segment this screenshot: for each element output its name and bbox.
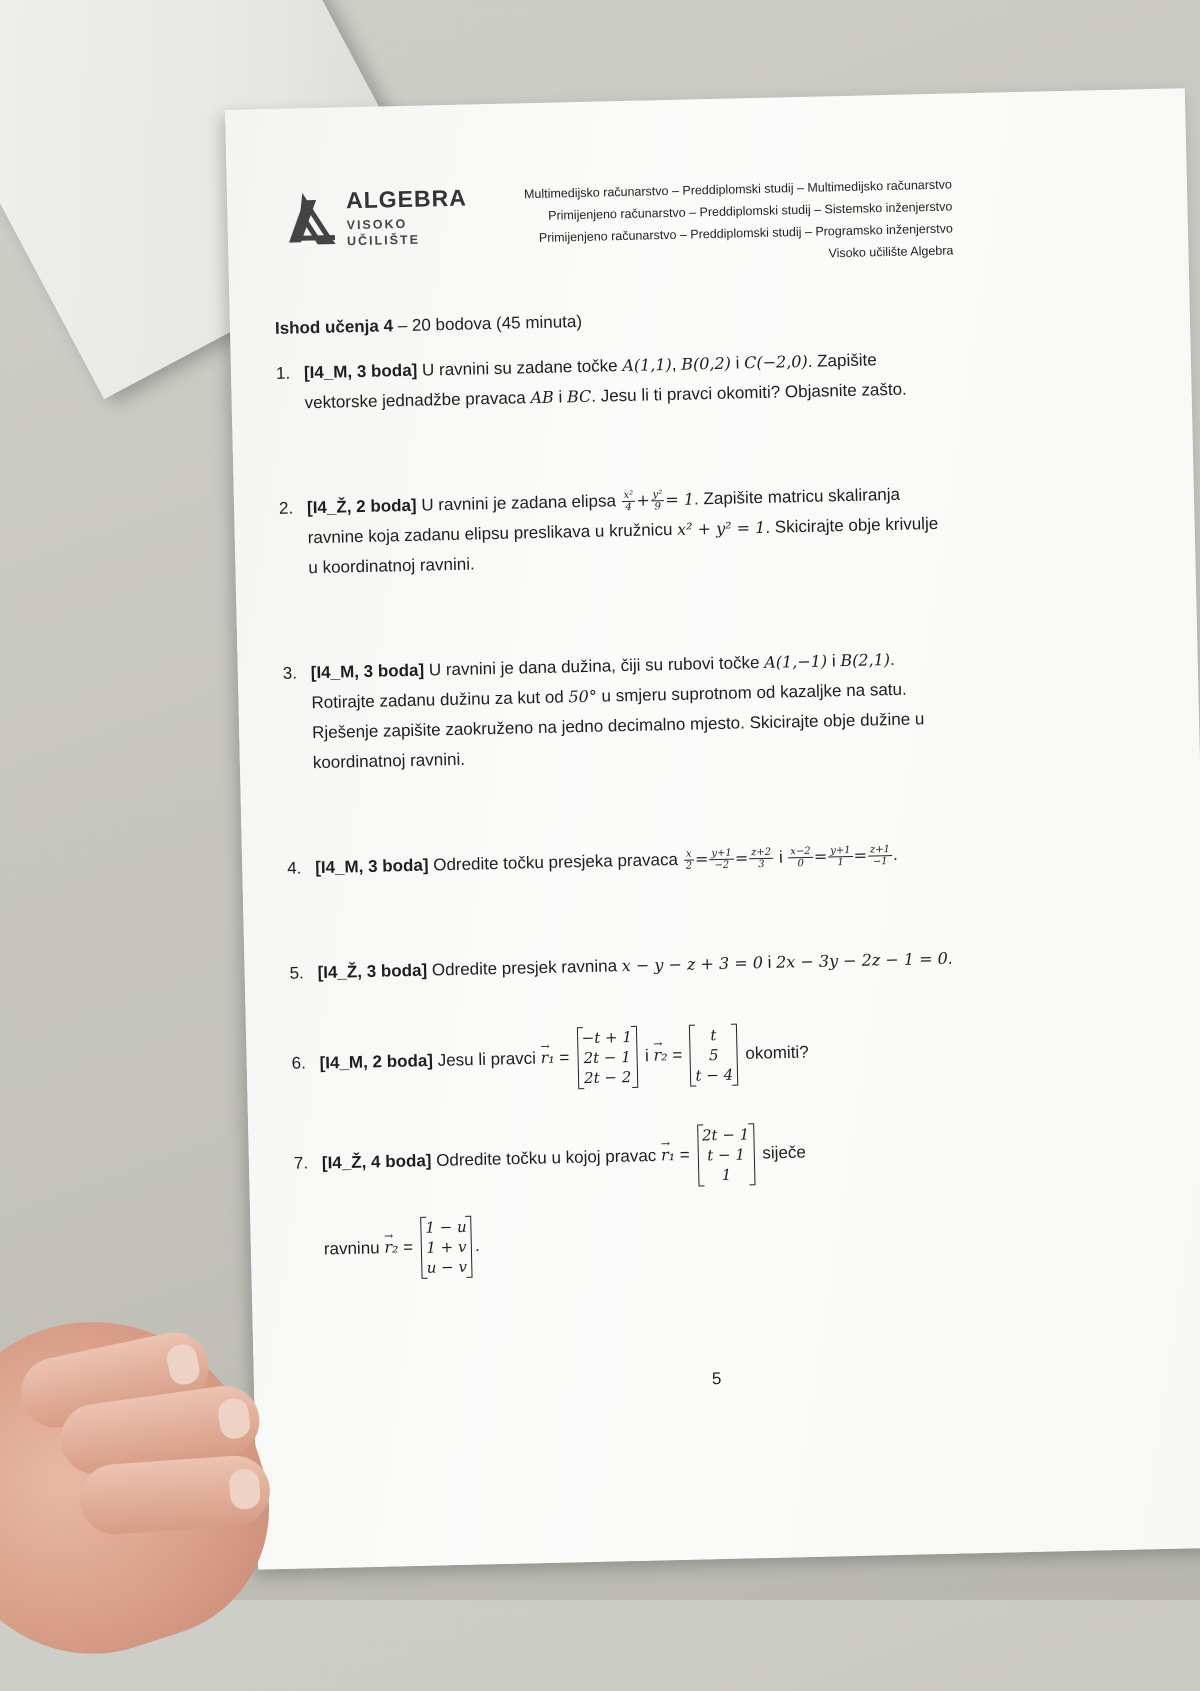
fraction: $\frac{\text{x²}}{4}$ xyxy=(621,490,635,513)
question-3: 3. [I4_M, 3 boda] U ravnini je dana dužina, čiji su rubovi točke A(1,−1) i B(2,1). Rotirajte zadanu dužinu za kut od 50° u smjeru suprotnom od kazaljke na satu. Rješenje zapišite zaokruženo na jedno decimalno mjesto. Skicirajte obje dužine u koordinatnoj ravnini. xyxy=(282,649,925,773)
algebra-logo-icon xyxy=(282,192,337,247)
matrix: 1 − u 1 + v u − v xyxy=(420,1216,473,1279)
fingernail xyxy=(228,1468,261,1510)
question-2: 2. [I4_Ž, 2 boda] U ravnini je zadana elipsa $\frac{\text{x²}}{4}$ + $\frac{\text{y²}}{9}$ = 1. Zapišite matricu skaliranja ravnine koja zadanu elipsu preslikava u kružnicu x² + y² = 1. Skicirajte obje krivulje u koordinatnoj ravnini. xyxy=(278,484,939,578)
matrix: 2t − 1 t − 1 1 xyxy=(697,1123,756,1186)
fraction: $\frac{\text{y²}}{9}$ xyxy=(650,489,664,512)
header-line: Primijenjeno računarstvo – Preddiplomski studij – Sistemsko inženjerstvo xyxy=(547,199,953,223)
fraction: $\frac{z+1}{-1}$ xyxy=(868,844,893,868)
page-number: 5 xyxy=(711,1369,722,1389)
fraction: $\frac{x-2}{0}$ xyxy=(788,846,813,870)
question-4: 4. [I4_M, 3 boda] Odredite točku presjeka pravaca $\frac{x}{2}$ = $\frac{y+1}{-2}$ = $\frac{z+2}{3}$ i $\frac{x-2}{0}$ = $\frac{y+1}{1}$ = $\frac{z+1}{-1}$ . xyxy=(287,844,898,878)
fingernail xyxy=(216,1397,251,1441)
header-line: Visoko učilište Algebra xyxy=(828,243,954,261)
question-1: 1. [I4_M, 3 boda] U ravnini su zadane točke A(1,1), B(0,2) i C(−2,0). Zapišite vektorske jednadžbe pravaca AB i BC. Jesu li ti pravci okomiti? Objasnite zašto. xyxy=(275,350,908,413)
finger xyxy=(78,1453,272,1536)
question-5: 5. [I4_Ž, 3 boda] Odredite presjek ravnina x − y − z + 3 = 0 i 2x − 3y − 2z − 1 = 0. xyxy=(289,948,953,983)
matrix: −t + 1 2t − 1 2t − 2 xyxy=(576,1026,638,1089)
logo-title: ALGEBRA xyxy=(345,184,468,214)
fraction: $\frac{x}{2}$ xyxy=(683,849,694,872)
header-programs xyxy=(524,174,954,272)
matrix: t 5 t − 4 xyxy=(689,1024,738,1087)
header-line: Multimedijsko računarstvo – Preddiplomski studij – Multimedijsko računarstvo xyxy=(523,177,953,202)
page-header xyxy=(282,172,954,277)
header-line: Primijenjeno računarstvo – Preddiplomski studij – Programsko inženjerstvo xyxy=(538,221,954,245)
logo-subtitle: VISOKO UČILIŠTE xyxy=(346,216,421,249)
question-7: 7. [I4_Ž, 4 boda] Odredite točku u kojoj pravac → r₁ = 2t − 1 t − 1 1 siječe ravninu → r₂ = 1 − u 1 + v u − v . xyxy=(293,1117,1046,1282)
section-title: Ishod učenja 4 – 20 bodova (45 minuta) xyxy=(274,311,583,338)
fraction: $\frac{y+1}{1}$ xyxy=(828,845,853,869)
fingernail xyxy=(164,1342,202,1387)
question-6: 6. [I4_M, 2 boda] Jesu li pravci → r₁ = −t + 1 2t − 1 2t − 2 i → r₂ = t 5 t − 4 okomiti? xyxy=(291,1017,1042,1096)
fraction: $\frac{y+1}{-2}$ xyxy=(709,848,734,872)
fraction: $\frac{z+2}{3}$ xyxy=(749,847,774,871)
exam-page xyxy=(225,88,1200,1569)
